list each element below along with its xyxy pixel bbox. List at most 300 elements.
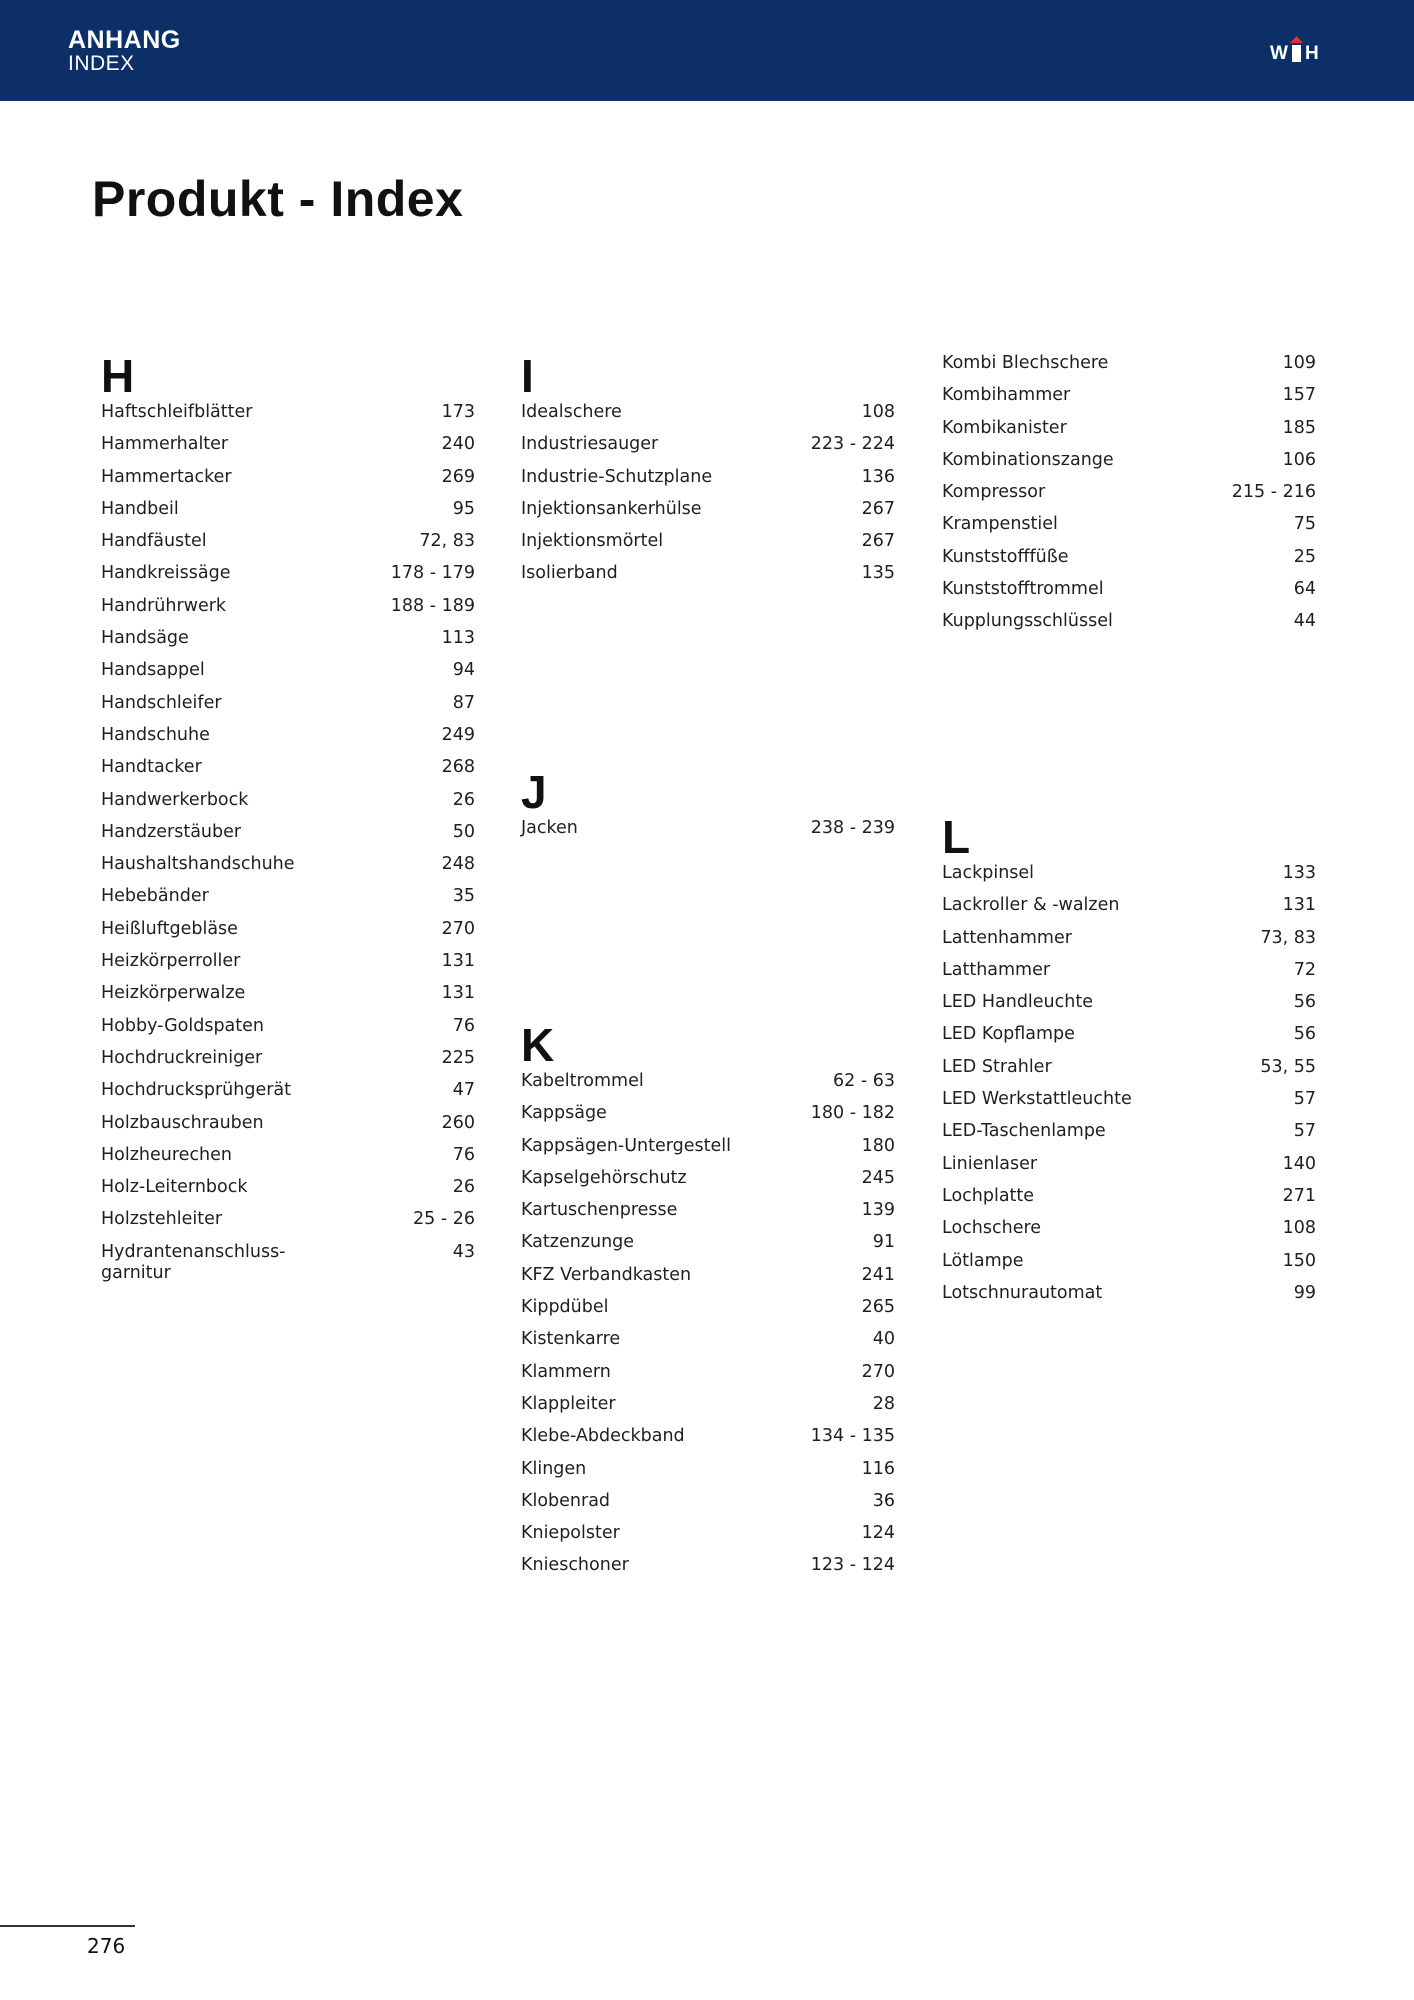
index-entry bbox=[942, 895, 1316, 927]
index-entry bbox=[521, 1362, 895, 1394]
index-entry bbox=[521, 1232, 895, 1264]
index-entry bbox=[521, 1523, 895, 1555]
entry-name bbox=[942, 353, 1283, 374]
index-entry bbox=[101, 563, 475, 595]
entry-name-line: Lattenhammer bbox=[942, 927, 1072, 948]
entry-name-line: Handsäge bbox=[101, 628, 189, 649]
index-entry bbox=[101, 660, 475, 692]
index-letter: H bbox=[101, 350, 135, 402]
index-entry bbox=[101, 596, 475, 628]
entry-pages: 47 bbox=[452, 1080, 475, 1101]
page-number: 276 bbox=[87, 1934, 126, 1958]
entry-name bbox=[101, 1242, 453, 1284]
entry-name bbox=[101, 757, 442, 778]
entry-pages: 116 bbox=[861, 1458, 895, 1479]
index-entry bbox=[521, 434, 895, 466]
entry-name bbox=[521, 1459, 862, 1480]
entry-name-line: Heizkörperwalze bbox=[101, 983, 246, 1004]
entry-name bbox=[521, 1071, 833, 1092]
entry-name bbox=[521, 1329, 873, 1350]
index-entry bbox=[101, 1209, 475, 1241]
entry-name-line: Katzenzunge bbox=[521, 1232, 635, 1253]
entry-name-line: Hebebänder bbox=[101, 886, 209, 907]
entry-name bbox=[942, 418, 1283, 439]
entry-pages: 64 bbox=[1293, 579, 1316, 600]
entry-pages: 72 bbox=[1293, 959, 1316, 980]
entry-name bbox=[521, 1426, 811, 1447]
entry-pages: 75 bbox=[1293, 514, 1316, 535]
entry-name-line: Handzerstäuber bbox=[101, 821, 242, 842]
entry-name-line: Knieschoner bbox=[521, 1555, 629, 1576]
entry-pages: 134 - 135 bbox=[810, 1426, 895, 1447]
entry-pages: 25 - 26 bbox=[413, 1209, 475, 1230]
entry-name bbox=[942, 1186, 1283, 1207]
entry-pages: 248 bbox=[441, 854, 475, 875]
entry-name-line: Hochdrucksprühgerät bbox=[101, 1080, 291, 1101]
entry-pages: 72, 83 bbox=[419, 531, 475, 552]
entry-name bbox=[101, 628, 442, 649]
entry-pages: 56 bbox=[1293, 1024, 1316, 1045]
index-entry bbox=[101, 1241, 475, 1283]
entry-name bbox=[101, 1177, 453, 1198]
entry-name bbox=[101, 983, 442, 1004]
entry-name-line: Kapselgehörschutz bbox=[521, 1167, 687, 1188]
index-group-h bbox=[101, 350, 475, 1283]
entry-pages: 57 bbox=[1293, 1121, 1316, 1142]
entry-pages: 180 - 182 bbox=[810, 1103, 895, 1124]
entry-name bbox=[942, 611, 1294, 632]
entry-name bbox=[942, 863, 1283, 884]
index-entry bbox=[521, 1329, 895, 1361]
header-bar bbox=[0, 0, 1414, 101]
index-entry bbox=[942, 579, 1316, 611]
entry-name bbox=[942, 482, 1232, 503]
index-entry bbox=[101, 854, 475, 886]
entry-name bbox=[101, 1048, 442, 1069]
index-entry bbox=[521, 402, 895, 434]
entry-name-line: Kunststofffüße bbox=[942, 546, 1069, 567]
entry-name-line: Jacken bbox=[521, 818, 578, 838]
entry-pages: 76 bbox=[452, 1015, 475, 1036]
entry-name-line: Lackpinsel bbox=[942, 863, 1035, 883]
index-letter: L bbox=[942, 811, 971, 863]
entry-pages: 241 bbox=[861, 1264, 895, 1285]
entry-name-line: Klobenrad bbox=[521, 1490, 611, 1511]
index-entry bbox=[101, 1113, 475, 1145]
entry-pages: 91 bbox=[872, 1232, 895, 1253]
index-entry bbox=[521, 1555, 895, 1587]
index-entry bbox=[942, 514, 1316, 546]
index-entry bbox=[942, 450, 1316, 482]
index-entry bbox=[521, 467, 895, 499]
entry-name-line: Kupplungsschlüssel bbox=[942, 611, 1113, 632]
entry-name-line: Handfäustel bbox=[101, 531, 207, 552]
entry-pages: 180 bbox=[861, 1135, 895, 1156]
entry-name bbox=[942, 1089, 1294, 1110]
entry-name bbox=[942, 450, 1283, 471]
entry-pages: 94 bbox=[452, 660, 475, 681]
entry-pages: 269 bbox=[441, 466, 475, 487]
index-entry bbox=[101, 951, 475, 983]
index-entry bbox=[521, 1491, 895, 1523]
entry-name bbox=[521, 1394, 873, 1415]
entry-name bbox=[521, 467, 862, 488]
entry-name-line: Haftschleifblätter bbox=[101, 402, 253, 422]
index-group-k-continued bbox=[942, 353, 1316, 644]
entry-pages: 99 bbox=[1293, 1282, 1316, 1303]
entry-name bbox=[521, 818, 811, 839]
entry-name-line: Industriesauger bbox=[521, 434, 659, 455]
entry-pages: 50 bbox=[452, 821, 475, 842]
index-entry bbox=[101, 919, 475, 951]
entry-pages: 25 bbox=[1293, 546, 1316, 567]
entry-name bbox=[942, 514, 1294, 535]
entry-pages: 260 bbox=[441, 1112, 475, 1133]
index-entry bbox=[101, 757, 475, 789]
index-entry bbox=[521, 1426, 895, 1458]
house-icon bbox=[1290, 36, 1303, 64]
index-entry bbox=[521, 531, 895, 563]
entry-pages: 270 bbox=[441, 918, 475, 939]
entry-pages: 238 - 239 bbox=[810, 818, 895, 838]
entry-name bbox=[101, 1016, 453, 1037]
entry-name-line: Lötlampe bbox=[942, 1250, 1024, 1271]
footer-divider bbox=[0, 1925, 135, 1927]
entry-name-line: LED Strahler bbox=[942, 1056, 1052, 1077]
index-letter: K bbox=[521, 1019, 555, 1071]
index-entry bbox=[101, 402, 475, 434]
index-group-i bbox=[521, 350, 895, 596]
entry-name bbox=[521, 563, 862, 584]
entry-pages: 56 bbox=[1293, 992, 1316, 1013]
index-entry bbox=[521, 563, 895, 595]
index-entry bbox=[101, 822, 475, 854]
index-entry bbox=[521, 1394, 895, 1426]
index-entry bbox=[942, 1154, 1316, 1186]
entry-pages: 95 bbox=[452, 498, 475, 519]
index-entry bbox=[942, 482, 1316, 514]
entry-name bbox=[101, 854, 442, 875]
entry-name-line: KFZ Verbandkasten bbox=[521, 1264, 692, 1285]
entry-name bbox=[942, 992, 1294, 1013]
entry-name-line: Holzstehleiter bbox=[101, 1209, 223, 1230]
index-entry bbox=[521, 1265, 895, 1297]
index-entry bbox=[942, 1186, 1316, 1218]
index-entry bbox=[942, 1251, 1316, 1283]
entry-name-line: Kombihammer bbox=[942, 385, 1071, 406]
entry-name bbox=[101, 951, 442, 972]
entry-pages: 36 bbox=[872, 1490, 895, 1511]
page-title: Produkt - Index bbox=[92, 171, 464, 227]
entry-name bbox=[521, 531, 862, 552]
entry-name-line: LED Kopflampe bbox=[942, 1024, 1075, 1045]
entry-name-line: Kombikanister bbox=[942, 417, 1067, 438]
entry-name bbox=[942, 1121, 1294, 1142]
entry-name bbox=[101, 596, 391, 617]
entry-pages: 108 bbox=[1282, 1218, 1316, 1239]
entry-name-line: garnitur bbox=[101, 1262, 171, 1283]
logo-letter-left: W bbox=[1270, 43, 1288, 64]
entry-name-line: Klingen bbox=[521, 1458, 587, 1479]
index-entry bbox=[101, 725, 475, 757]
entry-pages: 76 bbox=[452, 1144, 475, 1165]
entry-name bbox=[101, 402, 442, 423]
entry-name bbox=[521, 402, 862, 423]
entry-name-line: Handkreissäge bbox=[101, 563, 231, 584]
entry-name bbox=[942, 385, 1283, 406]
entry-pages: 124 bbox=[861, 1523, 895, 1544]
entry-name bbox=[101, 1145, 453, 1166]
entry-name bbox=[101, 886, 453, 907]
entry-name-line: Handsappel bbox=[101, 660, 205, 681]
entry-pages: 140 bbox=[1282, 1153, 1316, 1174]
index-entry bbox=[942, 1121, 1316, 1153]
entry-pages: 188 - 189 bbox=[390, 595, 475, 616]
entry-name-line: Hochdruckreiniger bbox=[101, 1047, 263, 1068]
index-entry bbox=[101, 1177, 475, 1209]
entry-name bbox=[101, 467, 442, 488]
entry-pages: 131 bbox=[441, 983, 475, 1004]
entry-pages: 267 bbox=[861, 498, 895, 519]
entry-pages: 240 bbox=[441, 434, 475, 455]
index-entry bbox=[942, 1057, 1316, 1089]
index-entry bbox=[101, 983, 475, 1015]
entry-name bbox=[942, 1057, 1260, 1078]
index-entry bbox=[101, 434, 475, 466]
entry-pages: 268 bbox=[441, 757, 475, 778]
entry-name-line: Lochschere bbox=[942, 1218, 1042, 1239]
index-entry bbox=[942, 928, 1316, 960]
entry-name-line: Linienlaser bbox=[942, 1153, 1038, 1174]
entry-name bbox=[101, 1080, 453, 1101]
entry-pages: 106 bbox=[1282, 449, 1316, 470]
entry-name bbox=[521, 1265, 862, 1286]
entry-name-line: Injektionsankerhülse bbox=[521, 498, 702, 519]
index-list bbox=[521, 818, 895, 850]
index-group-k bbox=[521, 1019, 895, 1588]
entry-pages: 131 bbox=[1282, 895, 1316, 916]
index-entry bbox=[521, 1168, 895, 1200]
entry-name bbox=[942, 895, 1283, 916]
entry-name-line: Hydrantenanschluss- bbox=[101, 1241, 286, 1262]
entry-name bbox=[942, 928, 1260, 949]
index-entry bbox=[521, 1297, 895, 1329]
index-list bbox=[101, 402, 475, 1283]
entry-pages: 185 bbox=[1282, 417, 1316, 438]
entry-pages: 26 bbox=[452, 789, 475, 810]
entry-name bbox=[101, 499, 453, 520]
entry-pages: 53, 55 bbox=[1260, 1056, 1316, 1077]
index-entry bbox=[942, 385, 1316, 417]
entry-pages: 157 bbox=[1282, 385, 1316, 406]
entry-name bbox=[101, 822, 453, 843]
index-group-l bbox=[942, 811, 1316, 1315]
entry-name bbox=[521, 1168, 862, 1189]
index-entry bbox=[942, 960, 1316, 992]
entry-name bbox=[101, 790, 453, 811]
entry-name bbox=[942, 960, 1294, 981]
index-entry bbox=[521, 1459, 895, 1491]
entry-name-line: Klappleiter bbox=[521, 1393, 616, 1414]
section-title: ANHANG bbox=[68, 26, 181, 54]
entry-name bbox=[942, 1154, 1283, 1175]
entry-pages: 271 bbox=[1282, 1185, 1316, 1206]
entry-name-line: Kunststofftrommel bbox=[942, 579, 1104, 600]
entry-name-line: Handbeil bbox=[101, 498, 179, 519]
index-entry bbox=[101, 467, 475, 499]
entry-pages: 108 bbox=[861, 402, 895, 422]
entry-name-line: Holzbauschrauben bbox=[101, 1112, 264, 1133]
logo-letter-right: H bbox=[1305, 43, 1319, 64]
entry-name bbox=[521, 1362, 862, 1383]
entry-pages: 113 bbox=[441, 628, 475, 649]
entry-name bbox=[942, 579, 1294, 600]
index-entry bbox=[101, 499, 475, 531]
entry-name-line: Klebe-Abdeckband bbox=[521, 1426, 685, 1447]
entry-name bbox=[521, 1200, 862, 1221]
entry-name bbox=[521, 1491, 873, 1512]
entry-pages: 173 bbox=[441, 402, 475, 422]
entry-name bbox=[521, 1232, 873, 1253]
index-entry bbox=[942, 1089, 1316, 1121]
index-entry bbox=[942, 611, 1316, 643]
entry-name-line: Lochplatte bbox=[942, 1185, 1035, 1206]
entry-name bbox=[101, 919, 442, 940]
entry-name-line: Hammertacker bbox=[101, 466, 232, 487]
index-list bbox=[942, 863, 1316, 1315]
company-logo bbox=[1270, 36, 1322, 66]
entry-name bbox=[942, 1024, 1294, 1045]
index-entry bbox=[101, 790, 475, 822]
entry-pages: 44 bbox=[1293, 611, 1316, 632]
entry-name bbox=[942, 1218, 1283, 1239]
entry-pages: 57 bbox=[1293, 1089, 1316, 1110]
entry-name-line: Handwerkerbock bbox=[101, 789, 249, 810]
entry-name bbox=[942, 547, 1294, 568]
entry-pages: 215 - 216 bbox=[1231, 482, 1316, 503]
entry-name bbox=[101, 531, 419, 552]
entry-name bbox=[521, 434, 811, 455]
index-entry bbox=[521, 499, 895, 531]
entry-name bbox=[521, 1136, 862, 1157]
index-list bbox=[942, 353, 1316, 644]
index-entry bbox=[101, 628, 475, 660]
entry-name-line: Holzheurechen bbox=[101, 1144, 233, 1165]
entry-name-line: Idealschere bbox=[521, 402, 622, 422]
entry-name-line: Industrie-Schutzplane bbox=[521, 466, 713, 487]
entry-pages: 62 - 63 bbox=[833, 1071, 895, 1091]
entry-name-line: Klammern bbox=[521, 1361, 611, 1382]
entry-name bbox=[521, 1103, 811, 1124]
entry-pages: 73, 83 bbox=[1260, 927, 1316, 948]
entry-name-line: Latthammer bbox=[942, 959, 1051, 980]
entry-name-line: Kombinationszange bbox=[942, 449, 1114, 470]
entry-pages: 267 bbox=[861, 531, 895, 552]
entry-name-line: LED Handleuchte bbox=[942, 992, 1093, 1013]
entry-name bbox=[101, 1209, 413, 1230]
entry-pages: 136 bbox=[861, 466, 895, 487]
index-entry bbox=[521, 1136, 895, 1168]
index-group-j bbox=[521, 766, 895, 850]
entry-pages: 178 - 179 bbox=[390, 563, 475, 584]
index-entry bbox=[942, 547, 1316, 579]
index-entry bbox=[521, 1200, 895, 1232]
index-entry bbox=[101, 1080, 475, 1112]
index-entry bbox=[521, 818, 895, 850]
entry-name-line: Handtacker bbox=[101, 757, 202, 778]
entry-name-line: LED-Taschenlampe bbox=[942, 1121, 1106, 1142]
section-subtitle: INDEX bbox=[68, 52, 135, 75]
index-list bbox=[521, 402, 895, 596]
entry-name bbox=[521, 499, 862, 520]
entry-name-line: Kistenkarre bbox=[521, 1329, 621, 1350]
entry-name-line: Handschuhe bbox=[101, 724, 210, 745]
entry-pages: 43 bbox=[452, 1241, 475, 1262]
entry-name bbox=[521, 1297, 862, 1318]
entry-pages: 225 bbox=[441, 1047, 475, 1068]
index-entry bbox=[942, 1024, 1316, 1056]
entry-name bbox=[101, 1113, 442, 1134]
entry-name-line: Heißluftgebläse bbox=[101, 918, 238, 939]
entry-name-line: Hammerhalter bbox=[101, 434, 229, 455]
entry-name bbox=[101, 693, 453, 714]
entry-name-line: Handrührwerk bbox=[101, 595, 227, 616]
entry-pages: 40 bbox=[872, 1329, 895, 1350]
index-entry bbox=[521, 1103, 895, 1135]
index-entry bbox=[101, 693, 475, 725]
entry-name-line: Injektionsmörtel bbox=[521, 531, 664, 552]
entry-name-line: Kniepolster bbox=[521, 1523, 620, 1544]
entry-name-line: LED Werkstattleuchte bbox=[942, 1089, 1132, 1110]
index-entry bbox=[942, 1218, 1316, 1250]
entry-pages: 223 - 224 bbox=[810, 434, 895, 455]
entry-pages: 123 - 124 bbox=[810, 1555, 895, 1576]
entry-name-line: Kabeltrommel bbox=[521, 1071, 644, 1091]
index-entry bbox=[942, 353, 1316, 385]
entry-pages: 150 bbox=[1282, 1250, 1316, 1271]
entry-name bbox=[101, 725, 442, 746]
entry-pages: 109 bbox=[1282, 353, 1316, 373]
entry-pages: 139 bbox=[861, 1200, 895, 1221]
index-letter: I bbox=[521, 350, 534, 402]
entry-name-line: Krampenstiel bbox=[942, 514, 1058, 535]
entry-name bbox=[101, 434, 442, 455]
entry-name-line: Lotschnurautomat bbox=[942, 1282, 1103, 1303]
entry-pages: 131 bbox=[441, 951, 475, 972]
entry-name bbox=[521, 1555, 811, 1576]
entry-pages: 26 bbox=[452, 1177, 475, 1198]
entry-name-line: Kappsäge bbox=[521, 1103, 607, 1124]
entry-pages: 135 bbox=[861, 563, 895, 584]
index-entry bbox=[101, 1145, 475, 1177]
entry-name-line: Hobby-Goldspaten bbox=[101, 1015, 264, 1036]
index-list bbox=[521, 1071, 895, 1588]
entry-name-line: Handschleifer bbox=[101, 692, 222, 713]
entry-name-line: Haushaltshandschuhe bbox=[101, 854, 295, 875]
entry-pages: 270 bbox=[861, 1361, 895, 1382]
entry-pages: 133 bbox=[1282, 863, 1316, 883]
entry-name-line: Kappsägen-Untergestell bbox=[521, 1135, 731, 1156]
entry-name-line: Kombi Blechschere bbox=[942, 353, 1109, 373]
entry-pages: 35 bbox=[452, 886, 475, 907]
index-entry bbox=[942, 863, 1316, 895]
entry-name bbox=[521, 1523, 862, 1544]
entry-name-line: Kompressor bbox=[942, 482, 1046, 503]
entry-pages: 28 bbox=[872, 1393, 895, 1414]
index-letter: J bbox=[521, 766, 547, 818]
index-entry bbox=[101, 531, 475, 563]
entry-name-line: Holz-Leiternbock bbox=[101, 1177, 248, 1198]
